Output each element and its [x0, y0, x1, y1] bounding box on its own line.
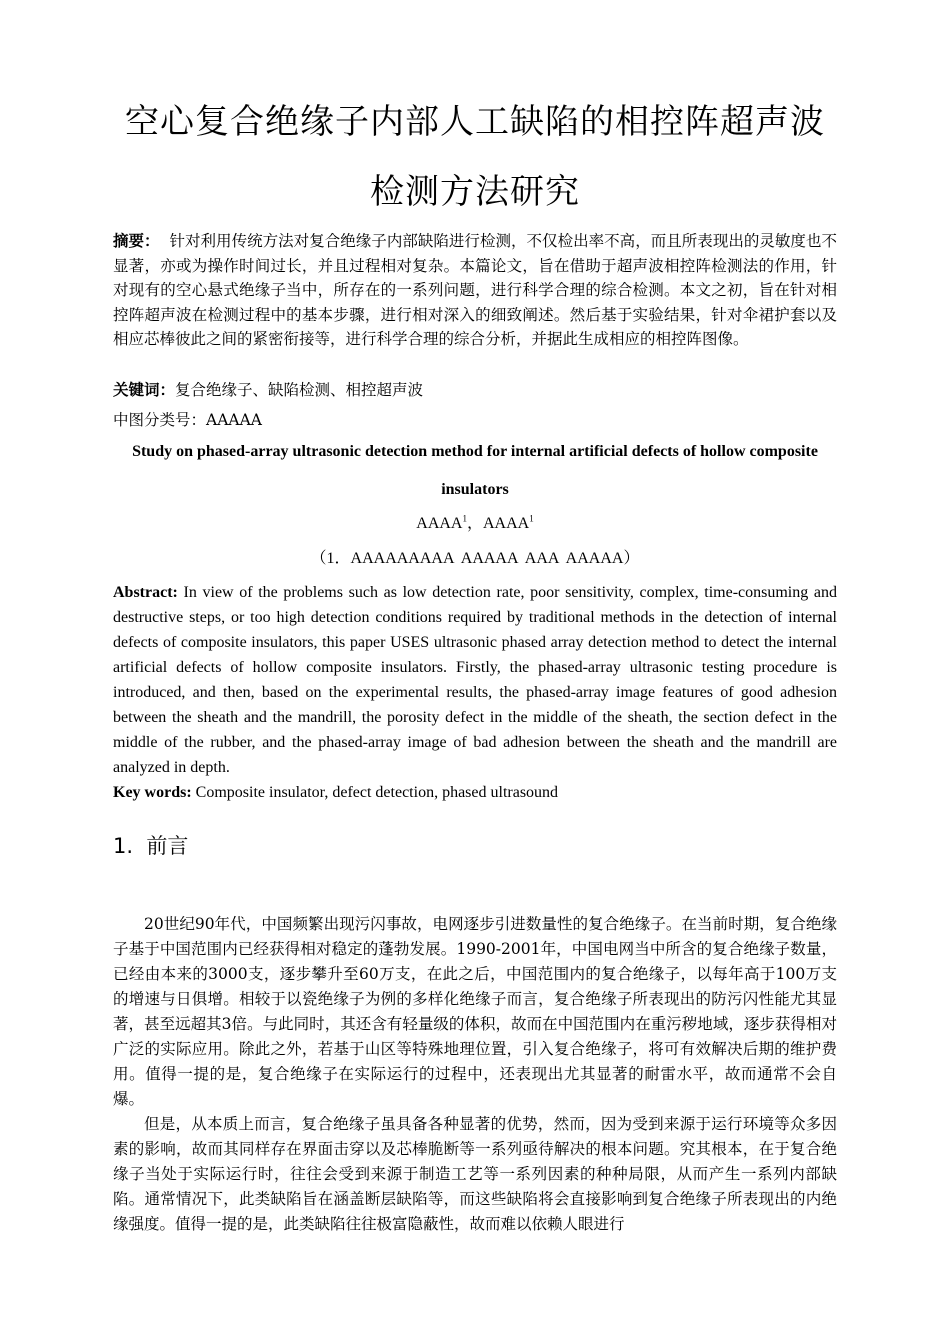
classification-number: 中图分类号：AAAAA — [113, 411, 262, 429]
abstract-cn — [113, 229, 837, 352]
author-separator: ， — [466, 515, 483, 532]
paper-title-line-2: 检测方法研究 — [370, 172, 580, 212]
abstract-en — [113, 580, 837, 780]
author-1: AAAA — [416, 515, 463, 532]
author-1-affiliation-mark: 1 — [462, 513, 467, 524]
authors — [113, 511, 837, 536]
keywords-cn — [113, 378, 837, 403]
paper-title-line-1: 空心复合绝缘子内部人工缺陷的相控阵超声波 — [125, 102, 825, 142]
english-title-line-2: insulators — [441, 481, 509, 498]
abstract-cn-text: 针对利用传统方法对复合绝缘子内部缺陷进行检测，不仅检出率不高，而且所表现出的灵敏度也不显著，亦或为操作时间过长，并且过程相对复杂。本篇论文，旨在借助于超声波相控阵检测法的作用，针对现有的空心悬式绝缘子当中，所存在的一系列问题，进行科学合理的综合检测。本文之初，旨在针对相控阵超声波在检测过程中的基本步骤，进行相对深入的细致阐述。然后基于实验结果，针对伞裙护套以及相应芯棒彼此之间的紧密衔接等，进行科学合理的综合分析，并据此生成相应的相控阵图像。 — [113, 232, 837, 348]
affiliation: （1．AAAAAAAAA AAAAA AAA AAAAA） — [310, 550, 640, 567]
section-1-paragraph-2: 但是，从本质上而言，复合绝缘子虽具备各种显著的优势，然而，因为受到来源于运行环境等众多因素的影响，故而其同样存在界面击穿以及芯棒脆断等一系列亟待解决的根本问题。究其根本，在于复合绝缘子当处于实际运行时，往往会受到来源于制造工艺等一系列因素的种种局限，从而产生一系列内部缺陷。通常情况下，此类缺陷旨在涵盖断层缺陷等，而这些缺陷将会直接影响到复合绝缘子所表现出的内绝缘强度。值得一提的是，此类缺陷往往极富隐蔽性，故而难以依赖人眼进行 — [113, 1115, 837, 1233]
keywords-en-text: Composite insulator, defect detection, phased ultrasound — [191, 784, 559, 801]
author-2: AAAA — [483, 515, 530, 532]
keywords-en — [113, 780, 837, 805]
keywords-cn-text: 复合绝缘子、缺陷检测、相控超声波 — [175, 381, 424, 399]
author-2-affiliation-mark: 1 — [529, 513, 534, 524]
abstract-en-label: Abstract: — [113, 584, 178, 601]
section-1-paragraph-1: 20世纪90年代，中国频繁出现污闪事故，电网逐步引进数量性的复合绝缘子。在当前时期，复合绝缘子基于中国范围内已经获得相对稳定的蓬勃发展。1990-2001年，中国电网当中所含的复合绝缘子数量，已经由本来的3000支，逐步攀升至60万支，在此之后，中国范围内的复合绝缘子，以每年高于100万支的增速与日俱增。相较于以瓷绝缘子为例的多样化绝缘子而言，复合绝缘子所表现出的防污闪性能尤其显著，甚至远超其3倍。与此同时，其还含有轻量级的体积，故而在中国范围内在重污秽地域，逐步获得相对广泛的实际应用。除此之外，若基于山区等特殊地理位置，引入复合绝缘子，将可有效解决后期的维护费用。值得一提的是，复合绝缘子在实际运行的过程中，还表现出尤其显著的耐雷水平，故而通常不会自爆。 — [113, 915, 837, 1108]
abstract-en-text: In view of the problems such as low detection rate, poor sensitivity, complex, time-consuming and destructive steps, or too high detection conditions required by traditional methods in the detection of internal defects of composite insulators, this paper USES ultrasonic phased array detection method to detect the internal artificial defects of hollow composite insulators. Firstly, the phased-array ultrasonic testing procedure is introduced, and then, based on the experimental results, the phased-array image features of good adhesion between the sheath and the mandrill, the porosity defect in the middle of the sheath, the section defect in the middle of the rubber, and the phased-array image of bad adhesion between the sheath and the mandrill are analyzed in depth. — [113, 584, 837, 776]
section-1-heading: 1. 前言 — [113, 834, 189, 858]
abstract-cn-label: 摘要： — [113, 232, 160, 250]
keywords-en-label: Key words: — [113, 784, 192, 801]
english-title-line-1: Study on phased-array ultrasonic detection method for internal artificial defects of hollow composite — [132, 443, 818, 460]
keywords-cn-label: 关键词： — [113, 381, 176, 399]
